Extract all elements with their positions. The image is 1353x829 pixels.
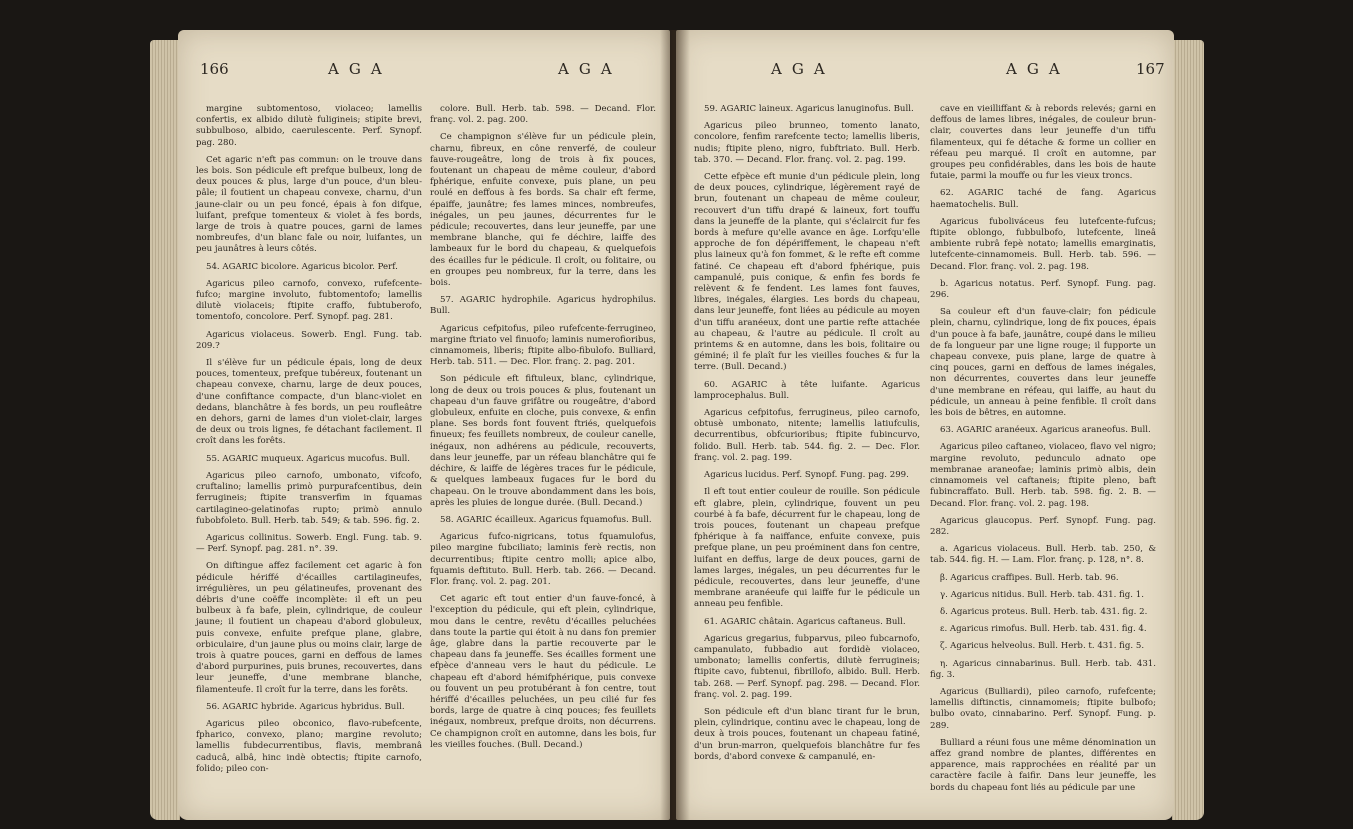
paragraph: Agaricus fufco-nigricans, totus fquamulofus, pileo margine fubciliato; laminis ferè rectis, non decurrentibus; ftipite centro molli; apice albo, fquamis deftituto. Bull. Herb. tab. 266. — Decand. Flor. franç. vol. 2. pag. 201. xyxy=(430,532,656,587)
paragraph: 58. AGARIC écailleux. Agaricus fquamofus. Bull. xyxy=(440,514,652,525)
book-gutter xyxy=(660,30,690,820)
paragraph: colore. Bull. Herb. tab. 598. — Decand. Flor. franç. vol. 2. pag. 200. xyxy=(430,104,656,126)
paragraph: 55. AGARIC muqueux. Agaricus mucofus. Bull. xyxy=(206,453,411,464)
paragraph: a. Agaricus violaceus. Bull. Herb. tab. 250, & tab. 544. fig. H. — Lam. Flor. franç. p. 128, n°. 8. xyxy=(930,544,1156,566)
paragraph: β. Agaricus craffipes. Bull. Herb. tab. 96. xyxy=(940,572,1119,583)
paragraph: Agaricus glaucopus. Perf. Synopf. Fung. pag. 282. xyxy=(930,515,1156,537)
page-number: 166 xyxy=(200,60,229,78)
paragraph: Agaricus fuboliváceus feu lutefcente-fufcus; ftipite oblongo, fubbulbofo, lutefcente, lineâ ambiente rubrâ fepè notato; lamellis emarginatis, lutefcente-cinnamomeis. Bull. Herb. tab. 596. — Decand. Flor. franç. vol. 2. pag. 198. xyxy=(930,216,1156,272)
text-column-1 xyxy=(694,104,920,769)
right-page xyxy=(676,30,1174,820)
paragraph: 62. AGARIC taché de fang. Agaricus haematochelis. Bull. xyxy=(930,188,1156,210)
paragraph: Agaricus pileo brunneo, tomento lanato, concolore, fenfim rarefcente tecto; lamellis liberis, nudis; ftipite pleno, nigro, fubftriato. Bull. Herb. tab. 370. — Decand. Flor. franç. vol. 2. pag. 199. xyxy=(694,121,920,165)
paragraph: ε. Agaricus rimofus. Bull. Herb. tab. 431. fig. 4. xyxy=(940,624,1147,635)
page-number: 167 xyxy=(1136,60,1165,78)
paragraph: Ce champignon s'élève fur un pédicule plein, charnu, fibreux, en cône renverfé, de couleur fauve-rougeâtre, long de trois à fix pouces, foutenant un chapeau de même couleur, d'abord fphérique, enfuite convexe, puis plane, un peu roulé en deffous à fes bords. Sa chair eft ferme, épaiffe, jaunâtre; fes lames minces, nombreufes, inégales, un peu jaunes, décurrentes fur le pédicule; recouvertes, dans leur jeuneffe, par une membrane blanche, qui fe déchire, laiffe des lambeaux fur le bord du chapeau, & quelquefois des écailles fur le pédicule. Il croît, ou folitaire, ou en groupes peu nombreux, fur la terre, dans les bois. xyxy=(430,132,656,289)
text-column-1 xyxy=(196,104,422,781)
paragraph: 63. AGARIC aranéeux. Agaricus araneofus. Bull. xyxy=(940,425,1151,436)
paragraph: Cet agaric n'eft pas commun: on le trouve dans les bois. Son pédicule eft prefque bulbeux, long de deux pouces & plus, large d'un pouce, d'un bleu-pâle; il foutient un chapeau convexe, charnu, d'un jaune-clair ou un peu foncé, épais à fon difque, luifant, prefque tomenteux & violet à fes bords, large de trois à quatre pouces, garni de lames nombreufes, d'un blanc fale ou noir, luifantes, un peu jaunâtres à leurs côtés. xyxy=(196,154,422,255)
paragraph: Il s'élève fur un pédicule épais, long de deux pouces, tomenteux, prefque tubéreux, foutenant un chapeau convexe, charnu, large de deux pouces, d'une confiftance compacte, d'un blanc-violet en dedans, blanchâtre à fes bords, un peu roufleâtre en dehors, garni de lames d'un violet-clair, larges de deux ou trois lignes, fe détachant facilement. Il croît dans les forêts. xyxy=(196,358,422,447)
paragraph: Agaricus pileo carnofo, convexo, rufefcente-fufco; margine involuto, fubtomentofo; lamellis dilutè violaceis; ftipite craffo, fubtuberofo, tomentofo, concolore. Perf. Synopf. pag. 281. xyxy=(196,278,422,323)
paragraph: Il eft tout entier couleur de rouille. Son pédicule eft glabre, plein, cylindrique, fouvent un peu courbé à fa bafe, décurrent fur le chapeau, long de trois pouces, foutenant un chapeau prefque fphérique à fa naiffance, enfuite convexe, puis prefque plane, un peu proéminent dans fon centre, luifant en deffus, large de deux pouces, garni de lames larges, inégales, un peu décurrentes fur le pédicule, recouvertes, dans leur jeuneffe, d'une membrane aranéeufe qui laiffe fur le pédicule un anneau peu fenfible. xyxy=(694,487,920,610)
paragraph: 59. AGARIC laineux. Agaricus lanuginofus. Bull. xyxy=(704,104,914,114)
paragraph: δ. Agaricus proteus. Bull. Herb. tab. 431. fig. 2. xyxy=(940,606,1148,617)
paragraph: Cette efpèce eft munie d'un pédicule plein, long de deux pouces, cylindrique, légèrement rayé de brun, foutenant un chapeau de même couleur, recouvert d'un tiffu drapé & laineux, fort touffu dans la jeuneffe de la plante, qui s'éclaircit fur fes bords à mefure qu'elle avance en âge. Lorfqu'elle approche de fon dépériffement, le chapeau n'eft plus laineux qu'à fon fommet, & le refte eft comme fatiné. Ce chapeau eft d'abord fphérique, puis campanulé, puis conique, & enfin fes bords fe relèvent & fe fendent. Les lames font fauves, libres, inégales, élargies. Les bords du chapeau, dans leur jeuneffe, font liées au pédicule au moyen d'un tiffu aranéeux, dont une partie refte attachée au chapeau, & l'autre au pédicule. Il croît au printems & en automne, dans les bois, folitaire ou géminé; il fe plaît fur les vieilles fouches & fur la terre. (Bull. Decand.) xyxy=(694,172,920,373)
paragraph: 56. AGARIC hybride. Agaricus hybridus. Bull. xyxy=(206,701,405,712)
paragraph: Agaricus cefpitofus, pileo rufefcente-ferrugineo, margine ftriato vel finuofo; laminis numerofioribus, cinnamomeis, liberis; ftipite albo-fibulofo. Bulliard, Herb. tab. 511. — Dec. Flor. franç. 2. pag. 201. xyxy=(430,323,656,368)
paragraph: Agaricus pileo carnofo, umbonato, vifcofo, cruftalino; lamellis primò purpurafcentibus, dein ferrugineis; ftipite transverfim in fquamas cartilagineo-gelatinofas rupto; primò annulo fubobfoleto. Bull. Herb. tab. 549; & tab. 596. fig. 2. xyxy=(196,470,422,526)
paragraph: Agaricus (Bulliardi), pileo carnofo, rufefcente; lamellis diftinctis, cinnamomeis; ftipite bulbofo; bulbo ovato, cinnabarino. Perf. Synopf. Fung. p. 289. xyxy=(930,686,1156,731)
paragraph: b. Agaricus notatus. Perf. Synopf. Fung. pag. 296. xyxy=(930,278,1156,301)
running-head-col2: AGA xyxy=(1006,60,1070,78)
paragraph: Bulliard a réuni fous une même dénomination un affez grand nombre de plantes, différentes en apparence, mais rapprochées en réalité par un caractère facile à faifir. Dans leur jeuneffe, les bords du chapeau font liés au pédicule par une xyxy=(930,737,1156,793)
text-column-2 xyxy=(430,104,656,757)
running-head-col2: AGA xyxy=(558,60,622,78)
paragraph: Agaricus collinitus. Sowerb. Engl. Fung. tab. 9. — Perf. Synopf. pag. 281. n°. 39. xyxy=(196,532,422,555)
paragraph: 61. AGARIC châtain. Agaricus caftaneus. Bull. xyxy=(704,616,906,627)
paragraph: Son pédicule eft fiftuleux, blanc, cylindrique, long de deux ou trois pouces & plus, foutenant un chapeau d'un fauve grifâtre ou rougeâtre, d'abord globuleux, enfuite en cloche, puis convexe, & enfin plane. Ses bords font fouvent ftriés, quelquefois finueux; fes feuillets nombreux, de couleur canelle, inégaux, non adhérens au pédicule, recouverts, dans leur jeuneffe, par un réfeau blanchâtre qui fe déchire, & laiffe de légères traces fur le pédicule, & quelques lambeaux fugaces fur le bord du chapeau. On le trouve abondamment dans les bois, après les pluies de longue durée. (Bull. Decand.) xyxy=(430,374,656,508)
paragraph: ζ. Agaricus helveolus. Bull. Herb. t. 431. fig. 5. xyxy=(940,641,1145,652)
paragraph: cave en vieilliffant & à rebords relevés; garni en deffous de lames libres, inégales, de couleur brun-clair, couvertes dans leur jeuneffe d'un tiffu filamenteux, qui fe détache & forme un collier en réfeau peu marqué. Il croît en automne, par groupes peu confidérables, dans les bois de haute futaie, parmi la mouffe ou fur les vieux troncs. xyxy=(930,104,1156,182)
paragraph: γ. Agaricus nitidus. Bull. Herb. tab. 431. fig. 1. xyxy=(940,589,1144,600)
paragraph: On diftingue affez facilement cet agaric à fon pédicule hériffé d'écailles cartilagineufes, irrégulières, un peu gélatineufes, provenant des débris d'une coëffe incomplète: il eft un peu bulbeux à fa bafe, plein, cylindrique, de couleur jaune; il foutient un chapeau d'abord globuleux, puis convexe, enfuite prefque plane, glabre, orbiculaire, d'un jaune plus ou moins clair, large de trois à quatre pouces, garni en deffous de lames d'abord purpurines, puis brunes, recouvertes, dans leur jeuneffe, d'une membrane blanche, filamenteufe. Il croît fur la terre, dans les forêts. xyxy=(196,561,422,695)
paragraph: 60. AGARIC à tête luifante. Agaricus lamprocephalus. Bull. xyxy=(694,379,920,401)
paragraph: Agaricus pileo caftaneo, violaceo, flavo vel nigro; margine revoluto, pedunculo adnato ope membranae araneofae; laminis primò albis, dein cinnamomeis vel caftaneis; ftipite pleno, baft fubincraffato. Bull. Herb. tab. 598. fig. 2. B. — Decand. Flor. franç. vol. 2. pag. 198. xyxy=(930,442,1156,509)
running-head: AGA xyxy=(328,60,392,78)
paragraph: Agaricus pileo obconico, flavo-rubefcente, fpharico, convexo, plano; margine revoluto; lamellis fubdecurrentibus, flavis, membranâ caducâ, albâ, hinc indè obtectis; ftipite carnofo, folido; pileo con- xyxy=(196,718,422,774)
paragraph: Sa couleur eft d'un fauve-clair; fon pédicule plein, charnu, cylindrique, long de fix pouces, épais d'un pouce à fa bafe, jaunâtre, coupé dans le milieu de fa longueur par une ligne rouge; il fupporte un chapeau convexe, puis plane, large de quatre à cinq pouces, garni en deffous de lames inégales, non décurrentes, couvertes dans leur jeuneffe d'une membrane en réfeau, qui laiffe, au haut du pédicule, un anneau à peine fenfible. Il croît dans les bois de bêtres, en automne. xyxy=(930,307,1156,419)
page-edges-left xyxy=(150,40,180,820)
paragraph: Agaricus gregarius, fubparvus, pileo fubcarnofo, campanulato, fubbadio aut fordidè violaceo, umbonato; lamellis confertis, dilutè ferrugineis; ftipite cavo, fubtenui, fibrillofo, albido. Bull. Herb. tab. 268. — Perf. Synopf. pag. 298. — Decand. Flor. franç. vol. 2. pag. 199. xyxy=(694,633,920,700)
paragraph: η. Agaricus cinnabarinus. Bull. Herb. tab. 431. fig. 3. xyxy=(930,658,1156,680)
left-page xyxy=(178,30,670,820)
paragraph: 57. AGARIC hydrophile. Agaricus hydrophilus. Bull. xyxy=(430,295,656,317)
paragraph: Son pédicule eft d'un blanc tirant fur le brun, plein, cylindrique, continu avec le chapeau, long de deux à trois pouces, foutenant un chapeau fatiné, d'un brun-marron, quelquefois blanchâtre fur fes bords, d'abord convexe & campanulé, en- xyxy=(694,706,920,762)
paragraph: Cet agaric eft tout entier d'un fauve-foncé, à l'exception du pédicule, qui eft plein, cylindrique, mou dans le centre, revêtu d'écailles peluchées dans toute la partie qui étoit à nu dans fon premier âge, glabre dans la partie recouverte par le chapeau dans fa jeuneffe. Ses écailles forment une efpèce d'anneau vers le haut du pédicule. Le chapeau eft d'abord hémifphérique, puis convexe ou fouvent un peu protubérant à fon centre, tout hériffé d'écailles peluchées, un peu cilié fur fes bords, large de quatre à cinq pouces; fes feuillets inégaux, nombreux, prefque droits, non décurrens. Ce champignon croît en automne, dans les bois, fur les vieilles fouches. (Bull. Decand.) xyxy=(430,594,656,750)
paragraph: margine subtomentoso, violaceo; lamellis confertis, ex albido dilutè fuligineis; stipite brevi, subbulboso, albido, caerulescente. Perf. Synopf. pag. 280. xyxy=(196,104,422,148)
page-edges-right xyxy=(1172,40,1204,820)
running-head: AGA xyxy=(771,60,835,78)
text-column-2 xyxy=(930,104,1156,800)
paragraph: Agaricus cefpitofus, ferrugineus, pileo carnofo, obtusè umbonato, nitente; lamellis latiufculis, decurrentibus, obfcurioribus; ftipite fubincurvo, folido. Bull. Herb. tab. 544. fig. 2. — Dec. Flor. franç. vol. 2. pag. 199. xyxy=(694,408,920,463)
paragraph: Agaricus lucidus. Perf. Synopf. Fung. pag. 299. xyxy=(704,470,909,481)
paragraph: 54. AGARIC bicolore. Agaricus bicolor. Perf. xyxy=(206,261,398,272)
paragraph: Agaricus violaceus. Sowerb. Engl. Fung. tab. 209.? xyxy=(196,329,422,351)
